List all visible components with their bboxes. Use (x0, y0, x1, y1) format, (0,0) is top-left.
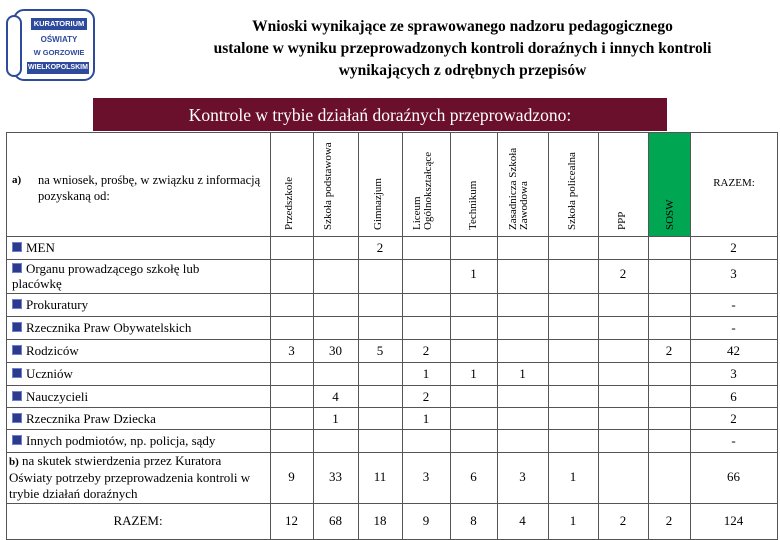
row-label-text: MEN (26, 240, 55, 255)
table-cell: 2 (665, 343, 673, 358)
table-cell: 9 (288, 469, 295, 484)
bullet-icon (12, 322, 22, 332)
table-cell: - (731, 297, 736, 312)
row-label-men (12, 237, 55, 259)
row-label-rodzicow (12, 340, 79, 362)
table-cell: - (731, 320, 736, 335)
logo-line-2: OŚWIATY (40, 35, 78, 44)
table-cell: 1 (569, 469, 577, 484)
column-header-ppp: PPP (616, 211, 628, 230)
table-cell: 1 (422, 366, 430, 381)
corner-label-text: na wniosek, prośbę, w związku z informacją pozyskaną od: (38, 173, 261, 203)
table-cell: 3 (730, 366, 737, 381)
title-line-2: ustalone w wyniku przeprowadzonych kontroli doraźnych i innych kontroli (213, 40, 712, 57)
table-cell: 18 (373, 513, 387, 528)
table-cell: 11 (373, 469, 387, 484)
column-header-liceum-text: Liceum Ogólnokształcące (411, 151, 434, 230)
row-label-text: Organu prowadzącego szkołę lub placówkę (12, 261, 200, 291)
table-cell: 1 (519, 366, 526, 381)
table-cell: 2 (619, 513, 627, 528)
title-line-1: Wnioski wynikające ze sprawowanego nadzoru pedagogicznego (252, 18, 673, 35)
table-cell: 6 (730, 389, 737, 404)
bullet-icon (12, 368, 22, 378)
column-header-sosw: SOSW (664, 199, 676, 230)
column-header-technikum: Technikum (467, 180, 479, 230)
table-cell: 2 (665, 513, 673, 528)
row-label-inni (12, 430, 215, 452)
table-cell: 30 (329, 343, 342, 358)
row-label-text: Rzecznika Praw Dziecka (26, 411, 156, 426)
table-cell: 3 (422, 469, 430, 484)
bullet-icon (12, 299, 22, 309)
table-cell: 12 (285, 513, 298, 528)
corner-label-marker: a) (12, 174, 22, 186)
column-header-razem: RAZEM: (713, 177, 755, 189)
column-header-liceum (412, 134, 436, 230)
column-header-gimnazjum: Gimnazjum (372, 178, 384, 230)
table-cell: 2 (730, 411, 737, 426)
row-label-text: Nauczycieli (26, 389, 89, 404)
table-cell: 66 (727, 469, 740, 484)
table-cell: 5 (376, 343, 384, 358)
table-cell: 2 (376, 240, 384, 255)
table-cell: 1 (470, 266, 477, 281)
bullet-icon (12, 413, 22, 423)
row-label-rpd (12, 408, 156, 430)
table-cell: 68 (329, 513, 342, 528)
title-line-3: wynikających z odrębnych przepisów (338, 62, 587, 79)
table-cell: 42 (727, 343, 740, 358)
section-b-marker: b) (9, 456, 19, 468)
table-cell: 6 (470, 469, 477, 484)
table-cell: 2 (619, 266, 627, 281)
table-cell: 1 (332, 411, 339, 426)
row-label-text: Uczniów (26, 366, 73, 381)
bullet-icon (12, 345, 22, 355)
logo-line-1: KURATORIUM (33, 19, 85, 28)
table-cell: 2 (422, 343, 430, 358)
column-header-zsz-text: Zasadnicza Szkoła Zawodowa (507, 147, 530, 230)
table-cell: 4 (332, 389, 339, 404)
corner-label (12, 172, 262, 204)
logo-line-4: WIELKOPOLSKIM (28, 64, 88, 71)
logo-line-3: W GORZOWIE (33, 48, 85, 57)
section-banner: Kontrole w trybie działań doraźnych przeprowadzono: (93, 98, 667, 131)
row-label-rpo (12, 317, 191, 339)
column-header-przedszkole: Przedszkole (283, 176, 295, 230)
row-label-section-b (9, 453, 267, 502)
table-cell: 1 (569, 513, 577, 528)
row-label-uczniow (12, 363, 73, 385)
row-label-text: Rzecznika Praw Obywatelskich (26, 320, 192, 335)
table-cell: 3 (519, 469, 526, 484)
table-cell: 4 (519, 513, 526, 528)
section-b-text: na skutek stwierdzenia przez Kuratora Oświaty potrzeby przeprowadzenia kontroli w trybie działań doraźnych (9, 453, 251, 501)
row-label-text: Rodziców (26, 343, 79, 358)
row-label-total: RAZEM: (113, 513, 163, 528)
table-cell: - (731, 433, 736, 448)
table-cell: 2 (422, 389, 430, 404)
bullet-icon (12, 263, 22, 273)
column-header-szkola-podstawowa (323, 140, 347, 230)
row-label-nauczycieli (12, 386, 88, 408)
table-cell: 3 (288, 343, 295, 358)
bullet-icon (12, 242, 22, 252)
row-label-prokuratury (12, 294, 88, 316)
row-label-text: Prokuratury (26, 297, 89, 312)
table-cell: 1 (422, 411, 430, 426)
table-cell: 9 (422, 513, 430, 528)
table-cell: 33 (329, 469, 342, 484)
table-cell: 1 (470, 366, 477, 381)
table-cell: 8 (470, 513, 477, 528)
row-label-text: Innych podmiotów, np. policja, sądy (26, 433, 216, 448)
column-header-szkola-policealna: Szkoła policealna (566, 152, 578, 230)
table-cell: 3 (730, 266, 737, 281)
bullet-icon (12, 391, 22, 401)
table-cell: 2 (730, 240, 737, 255)
row-label-organ (12, 261, 212, 291)
column-header-zsz (508, 134, 532, 230)
bullet-icon (12, 435, 22, 445)
table-cell: 124 (723, 513, 744, 528)
column-header-szkola-podstawowa-text: Szkoła podstawowa (322, 142, 334, 230)
